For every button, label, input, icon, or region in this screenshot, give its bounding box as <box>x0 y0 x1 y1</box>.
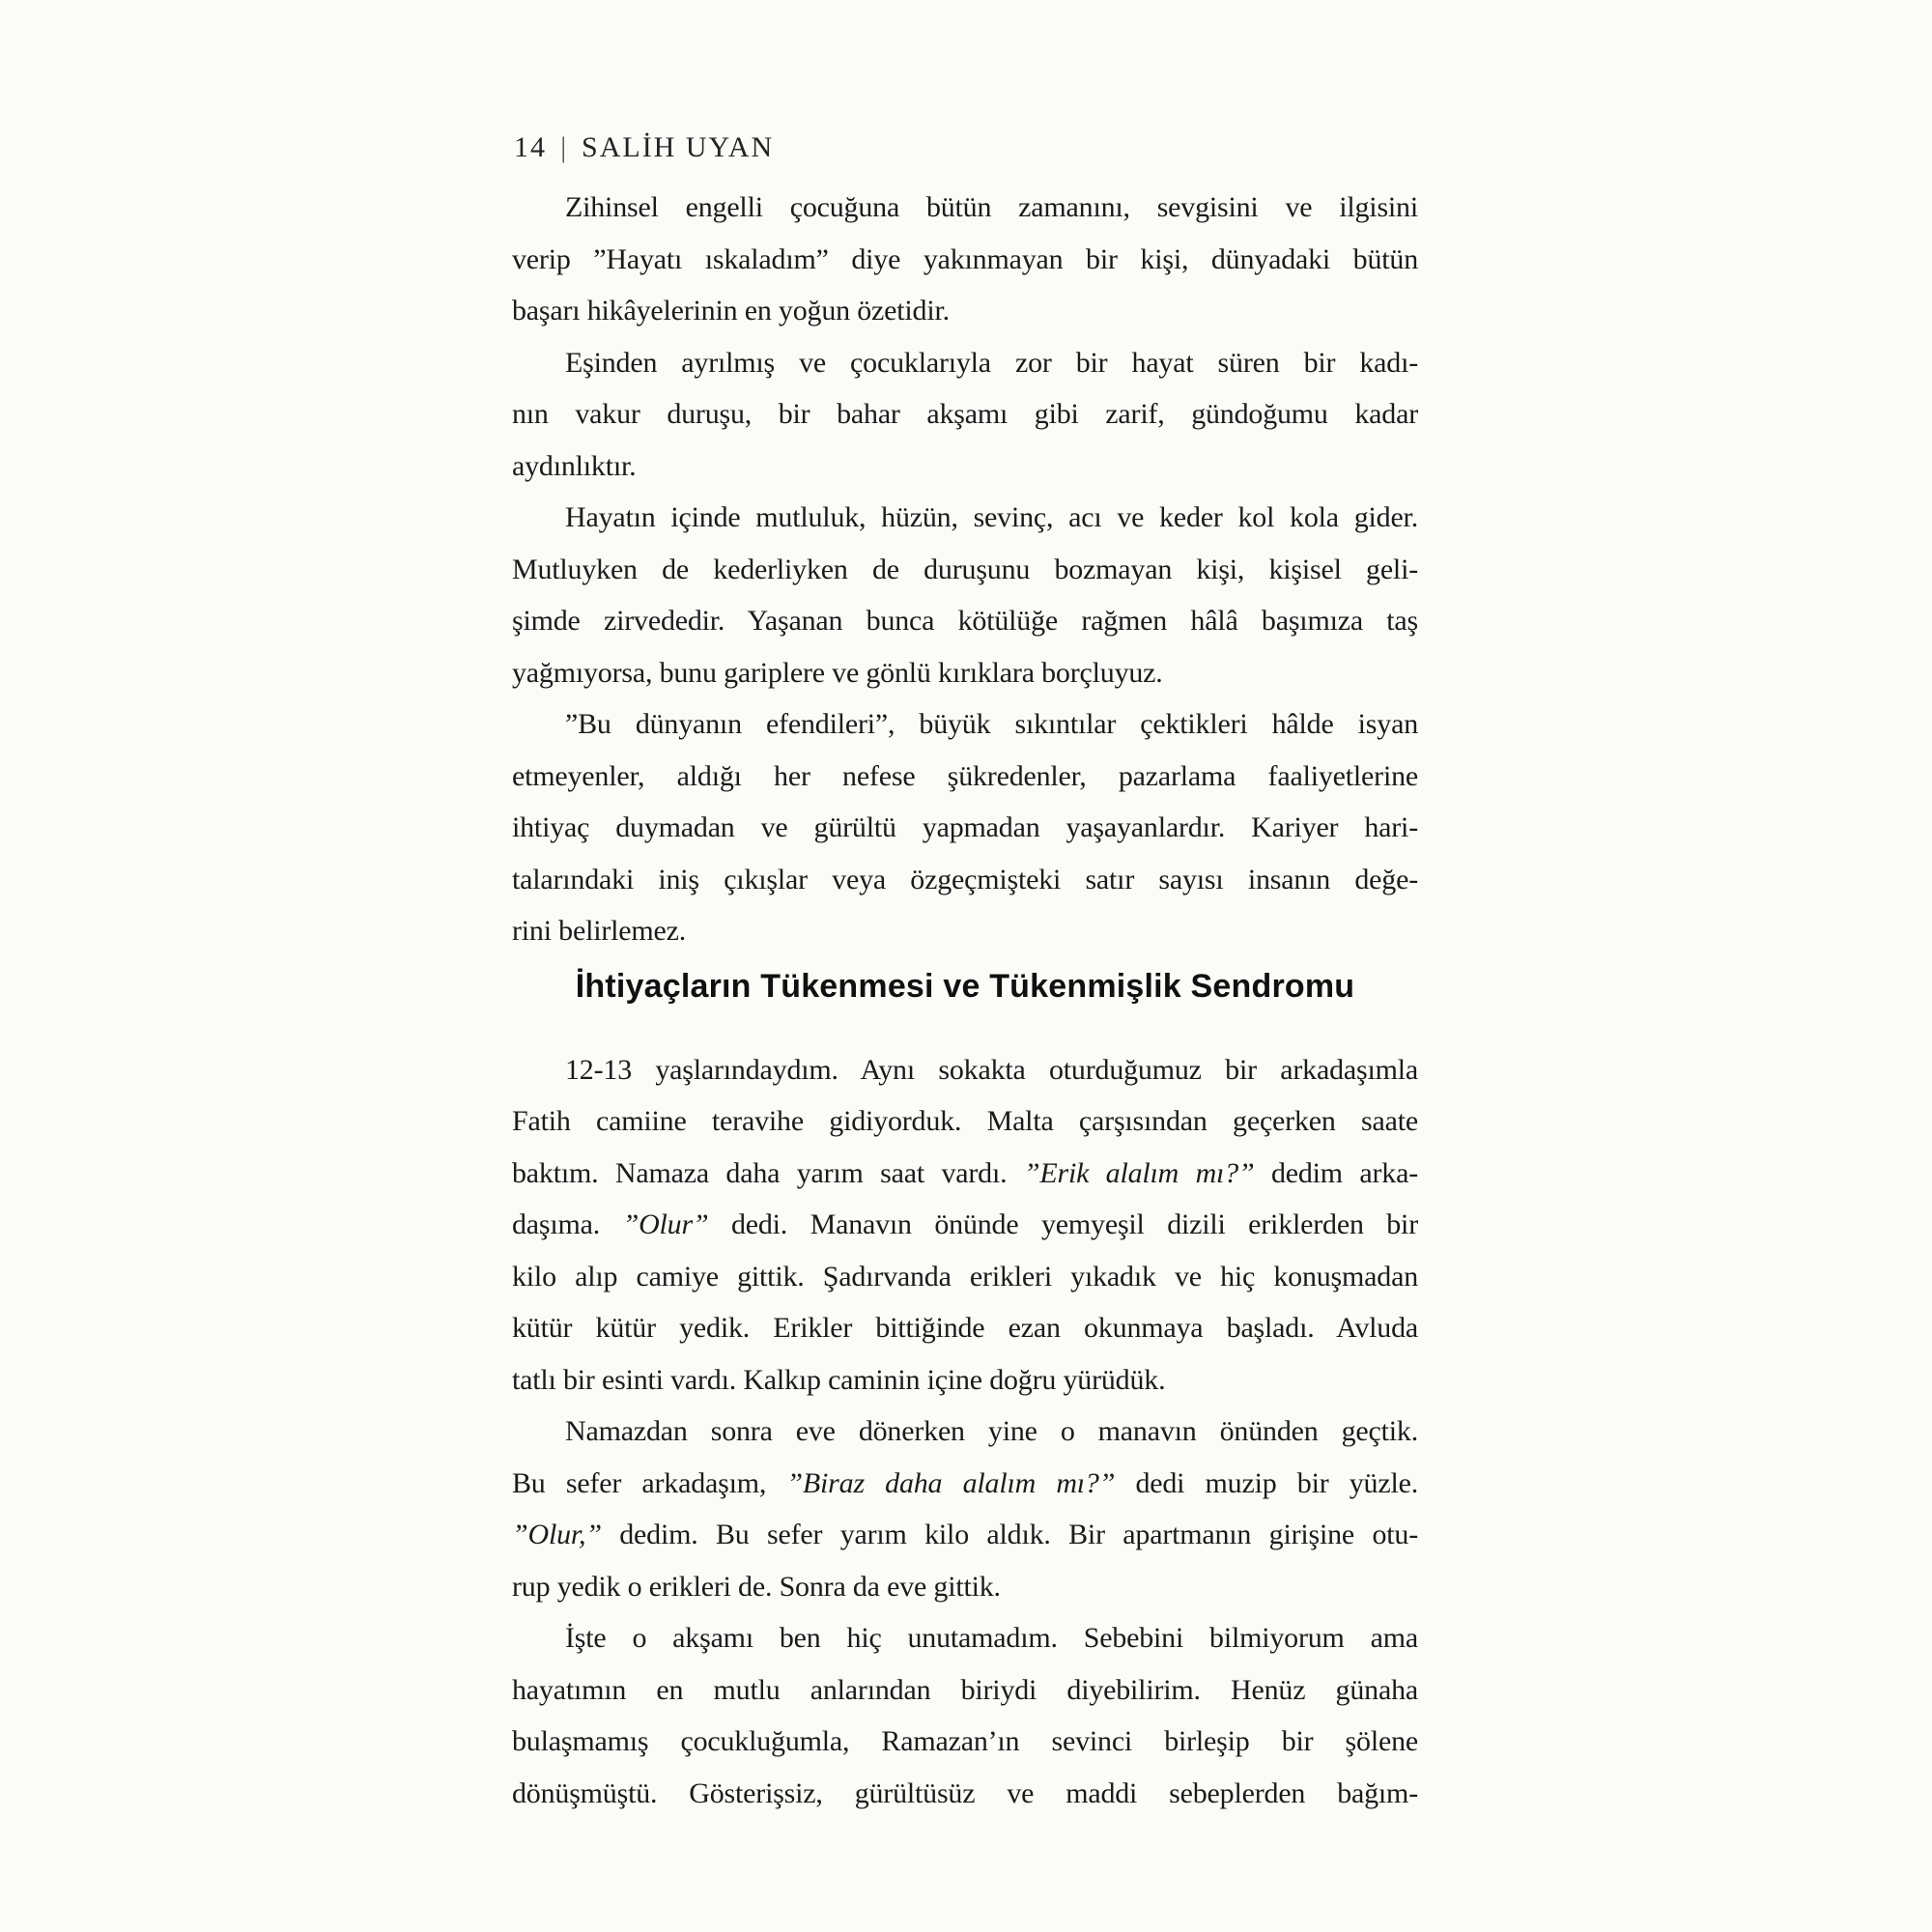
paragraph <box>512 492 1418 698</box>
text-line <box>512 544 1418 596</box>
text-line <box>512 182 1418 234</box>
text-line <box>512 1664 1418 1717</box>
paragraph <box>512 182 1418 337</box>
text-line <box>512 751 1418 803</box>
text-line <box>512 1251 1418 1303</box>
paragraph <box>512 1406 1418 1612</box>
text-segment: ihtiyaç duymadan ve gürültü yapmadan yaşayanlardır. Kariyer hari- <box>512 811 1418 843</box>
text-segment: baktım. Namaza daha yarım saat vardı. <box>512 1156 1024 1189</box>
text-segment: aydınlıktır. <box>512 449 637 482</box>
paragraph <box>512 698 1418 957</box>
body-text <box>512 182 1418 1819</box>
text-segment: dedi muzip bir yüzle. <box>1115 1466 1418 1499</box>
text-line <box>512 388 1418 440</box>
text-segment: etmeyenler, aldığı her nefese şükredenler, pazarlama faaliyetlerine <box>512 759 1418 792</box>
text-line <box>512 1199 1418 1251</box>
text-line <box>512 698 1418 751</box>
text-line <box>512 1302 1418 1354</box>
text-line <box>512 1561 1418 1613</box>
text-segment: başarı hikâyelerinin en yoğun özetidir. <box>512 295 950 327</box>
text-line <box>512 1095 1418 1148</box>
text-segment: şimde zirvededir. Yaşanan bunca kötülüğe rağmen hâlâ başımıza taş <box>512 605 1418 637</box>
text-segment: daşıma. <box>512 1208 623 1240</box>
italic-text-segment: ”Biraz daha alalım mı?” <box>786 1466 1116 1499</box>
text-segment: dedim arka- <box>1254 1156 1418 1189</box>
text-segment: rini belirlemez. <box>512 915 687 947</box>
text-line <box>512 1768 1418 1820</box>
italic-text-segment: ”Olur,” <box>512 1519 602 1550</box>
text-line <box>512 647 1418 699</box>
text-line <box>512 337 1418 389</box>
text-line <box>512 595 1418 647</box>
text-segment: tatlı bir esinti vardı. Kalkıp caminin içine doğru yürüdük. <box>512 1363 1166 1396</box>
header-separator: | <box>560 131 568 163</box>
page-number: 14 <box>514 131 547 163</box>
text-line <box>512 1716 1418 1768</box>
text-line <box>512 905 1418 957</box>
text-segment: Mutluyken de kederliyken de duruşunu bozmayan kişi, kişisel geli- <box>512 553 1418 585</box>
text-line <box>512 1406 1418 1458</box>
text-segment: kilo alıp camiye gittik. Şadırvanda erikleri yıkadık ve hiç konuşmadan <box>512 1260 1418 1293</box>
text-segment: yağmıyorsa, bunu gariplere ve gönlü kırıklara borçluyuz. <box>512 656 1163 689</box>
paragraph <box>512 337 1418 493</box>
text-segment: dönüşmüştü. Gösterişsiz, gürültüsüz ve maddi sebeplerden bağım- <box>512 1776 1418 1809</box>
text-segment: verip ”Hayatı ıskaladım” diye yakınmayan bir kişi, dünyadaki bütün <box>512 242 1418 275</box>
text-segment: nın vakur duruşu, bir bahar akşamı gibi zarif, gündoğumu kadar <box>512 398 1418 430</box>
section-heading: İhtiyaçların Tükenmesi ve Tükenmişlik Sendromu <box>575 967 1355 1005</box>
text-segment: dedim. Bu sefer yarım kilo aldık. Bir apartmanın girişine otu- <box>601 1519 1418 1550</box>
text-line <box>512 1354 1418 1406</box>
text-segment: Eşinden ayrılmış ve çocuklarıyla zor bir hayat süren bir kadı- <box>565 346 1418 379</box>
italic-text-segment: ”Erik alalım mı?” <box>1023 1156 1255 1189</box>
text-segment: dedi. Manavın önünde yemyeşil dizili eriklerden bir <box>708 1208 1418 1240</box>
text-segment: bulaşmamış çocukluğumla, Ramazan’ın sevinci birleşip bir şölene <box>512 1725 1418 1757</box>
text-segment: 12-13 yaşlarındaydım. Aynı sokakta oturduğumuz bir arkadaşımla <box>565 1053 1418 1086</box>
page-header <box>514 131 774 164</box>
text-line <box>512 234 1418 286</box>
text-segment: Namazdan sonra eve dönerken yine o manavın önünden geçtik. <box>565 1415 1418 1447</box>
text-line <box>512 854 1418 906</box>
text-segment: Zihinsel engelli çocuğuna bütün zamanını, sevgisini ve ilgisini <box>565 191 1418 223</box>
text-line <box>512 1509 1418 1561</box>
text-line <box>512 440 1418 493</box>
paragraph <box>512 1044 1418 1406</box>
paragraph <box>512 1612 1418 1819</box>
text-segment: hayatımın en mutlu anlarından biriydi diyebilirim. Henüz günaha <box>512 1673 1418 1706</box>
text-segment: rup yedik o erikleri de. Sonra da eve gittik. <box>512 1570 1001 1603</box>
text-segment: Bu sefer arkadaşım, <box>512 1466 787 1499</box>
text-line <box>512 285 1418 337</box>
text-segment: Fatih camiine teravihe gidiyorduk. Malta çarşısından geçerken saate <box>512 1105 1418 1137</box>
text-segment: ”Bu dünyanın efendileri”, büyük sıkıntılar çektikleri hâlde isyan <box>565 708 1418 740</box>
italic-text-segment: ”Olur” <box>622 1208 709 1240</box>
text-line <box>512 492 1418 544</box>
text-segment: kütür kütür yedik. Erikler bittiğinde ezan okunmaya başladı. Avluda <box>512 1312 1418 1344</box>
text-line <box>512 1148 1418 1200</box>
text-line <box>512 1044 1418 1096</box>
text-segment: talarındaki iniş çıkışlar veya özgeçmişteki satır sayısı insanın değe- <box>512 863 1418 895</box>
text-segment: Hayatın içinde mutluluk, hüzün, sevinç, acı ve keder kol kola gider. <box>565 501 1418 533</box>
text-line <box>512 802 1418 854</box>
text-line <box>512 1612 1418 1664</box>
text-segment: İşte o akşamı ben hiç unutamadım. Sebebini bilmiyorum ama <box>565 1622 1418 1654</box>
text-line <box>512 1458 1418 1510</box>
running-head-author: SALİH UYAN <box>582 131 775 163</box>
